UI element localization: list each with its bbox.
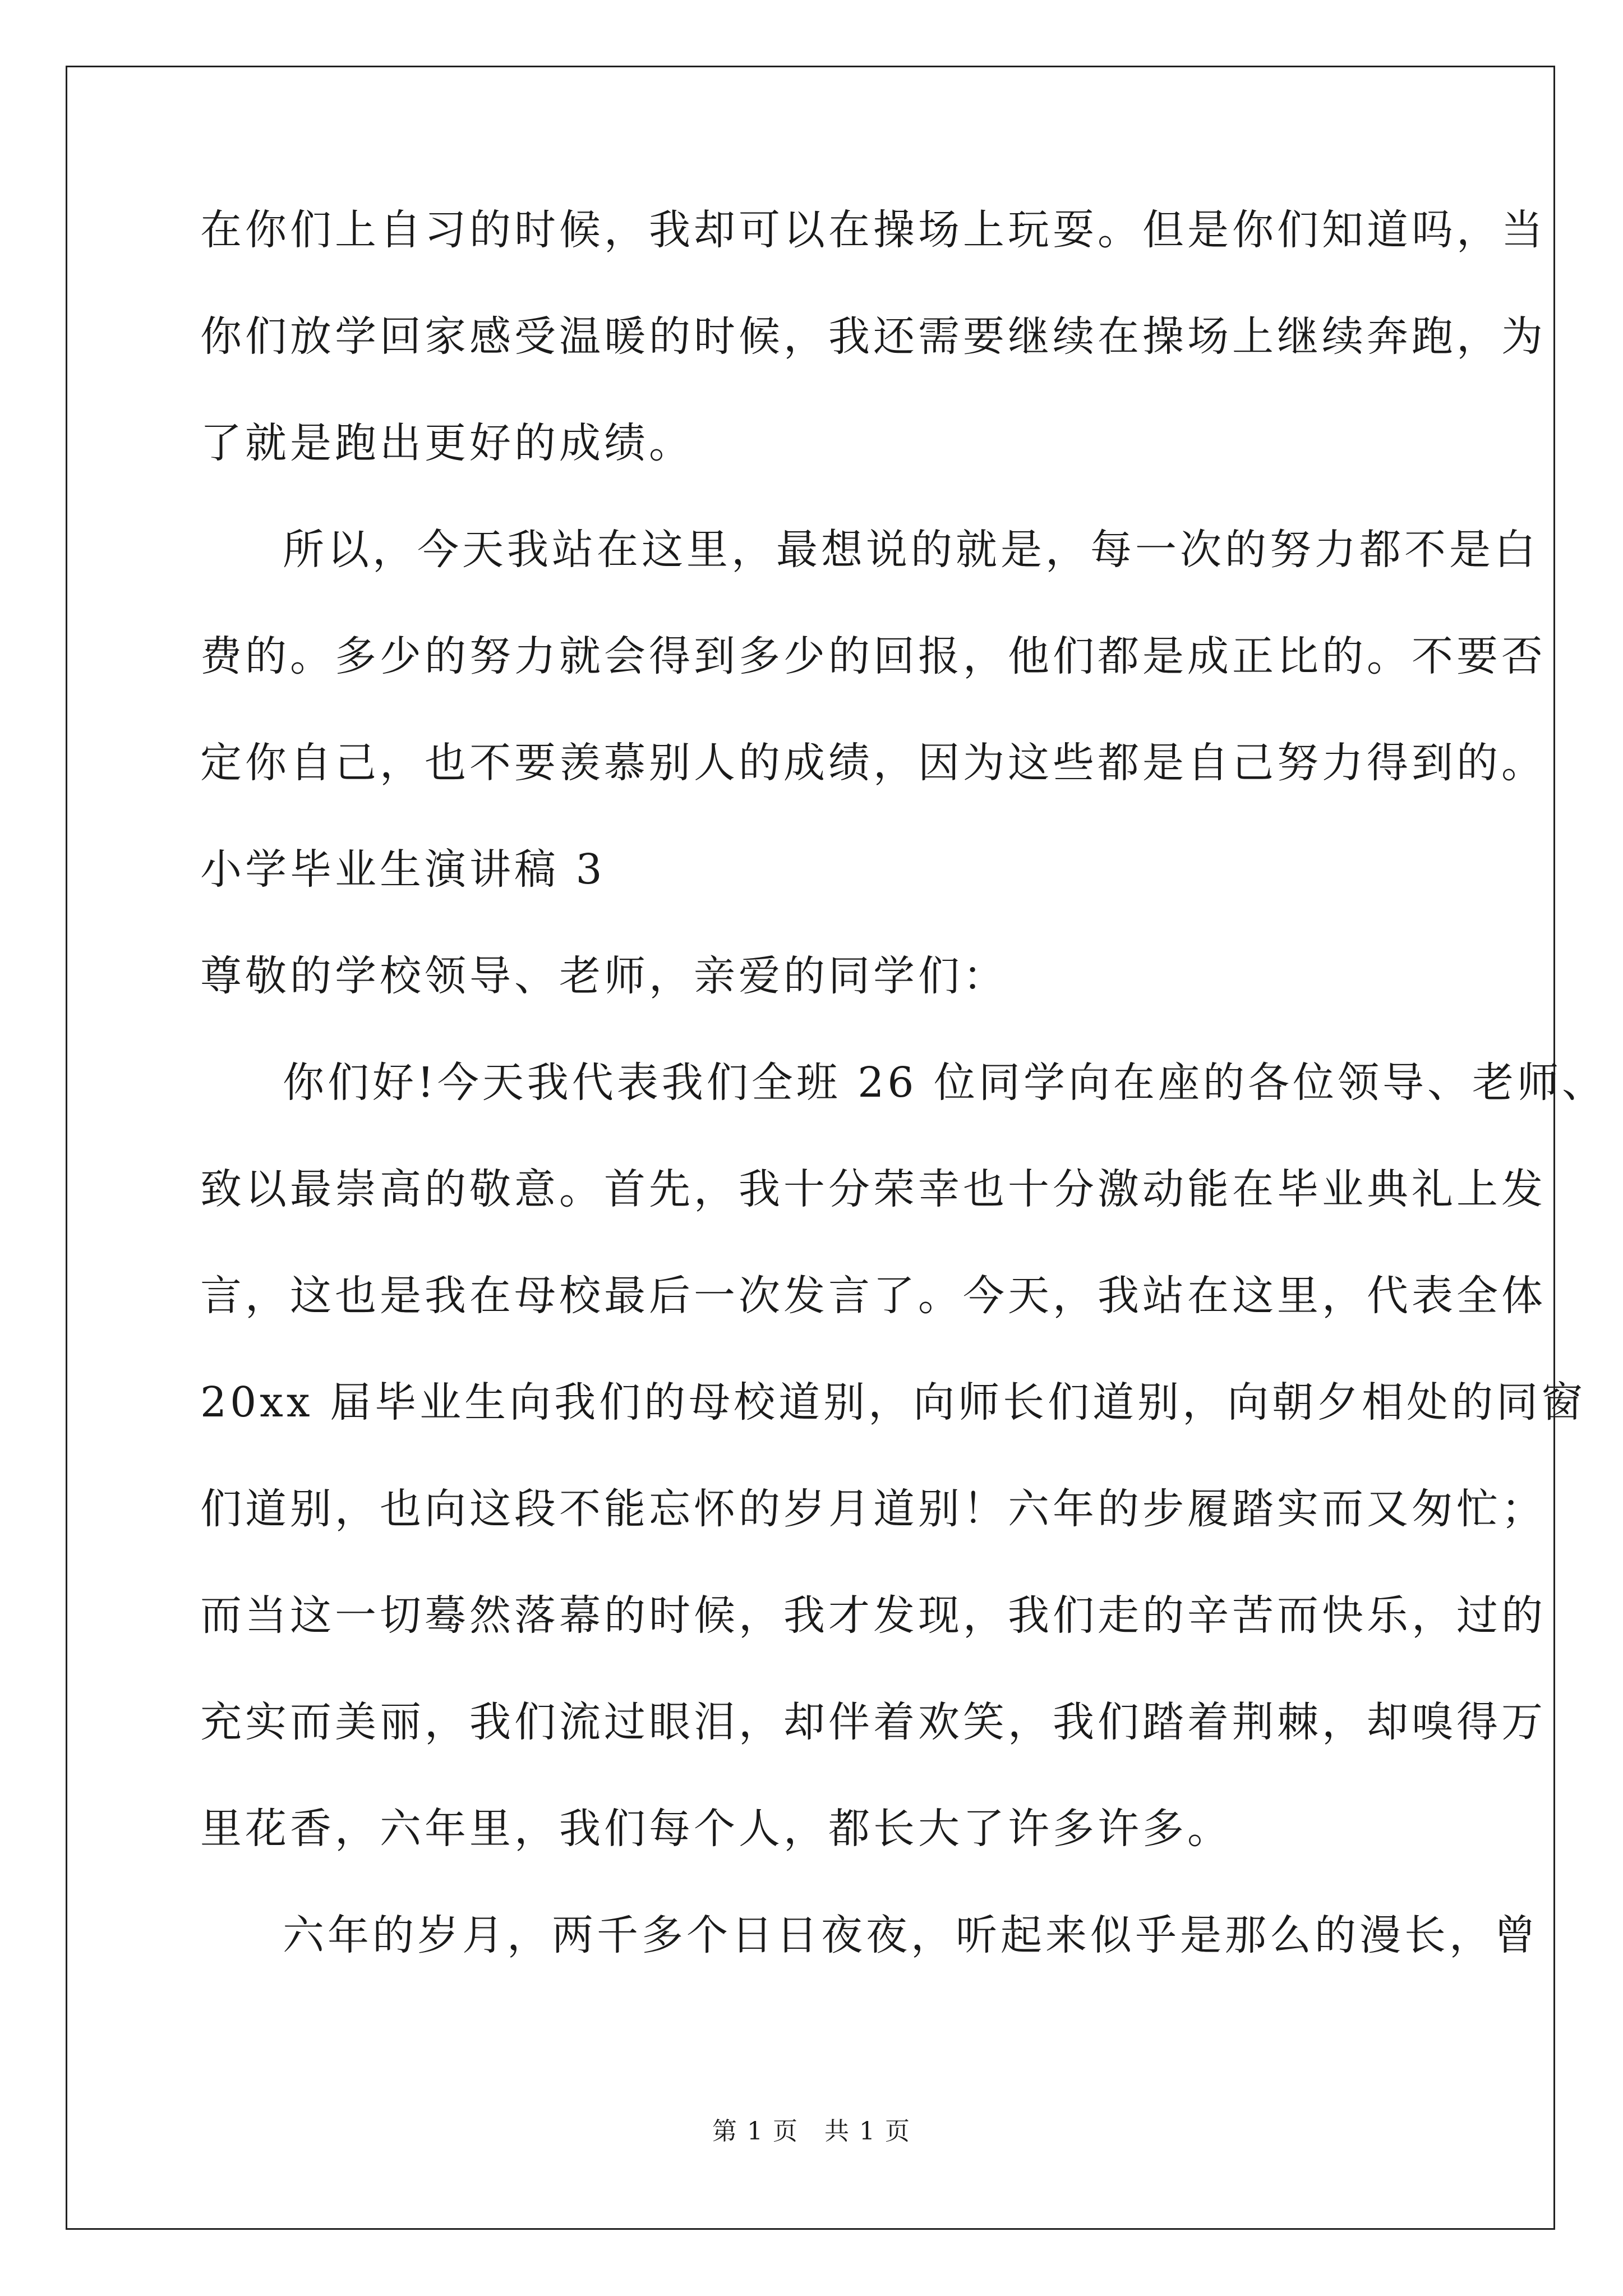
text-line: 在你们上自习的时候，我却可以在操场上玩耍。但是你们知道吗，当 <box>200 206 1546 254</box>
text-line: 定你自己，也不要羡慕别人的成绩，因为这些都是自己努力得到的。 <box>200 739 1546 787</box>
text-line: 20xx 届毕业生向我们的母校道别，向师长们道别，向朝夕相处的同窗 <box>200 1378 1587 1427</box>
text-line: 你们放学回家感受温暖的时候，我还需要继续在操场上继续奔跑，为 <box>200 312 1546 361</box>
text-line: 充实而美丽，我们流过眼泪，却伴着欢笑，我们踏着荆棘，却嗅得万 <box>200 1698 1546 1746</box>
paragraph-start-line: 所以，今天我站在这里，最想说的就是，每一次的努力都不是白 <box>283 526 1539 574</box>
paragraph-start-line: 六年的岁月，两千多个日日夜夜，听起来似乎是那么的漫长，曾 <box>283 1911 1539 1959</box>
paragraph-start-line: 你们好!今天我代表我们全班 26 位同学向在座的各位领导、老师、 <box>283 1059 1607 1107</box>
text-line: 了就是跑出更好的成绩。 <box>200 419 694 467</box>
salutation: 尊敬的学校领导、老师，亲爱的同学们： <box>200 952 1008 1000</box>
text-line: 里花香，六年里，我们每个人，都长大了许多许多。 <box>200 1805 1232 1853</box>
section-heading: 小学毕业生演讲稿 3 <box>200 845 606 894</box>
page-border <box>66 66 1555 2230</box>
text-line: 致以最崇高的敬意。首先，我十分荣幸也十分激动能在毕业典礼上发 <box>200 1165 1546 1213</box>
text-line: 言，这也是我在母校最后一次发言了。今天，我站在这里，代表全体 <box>200 1272 1546 1320</box>
text-line: 费的。多少的努力就会得到多少的回报，他们都是成正比的。不要否 <box>200 632 1546 680</box>
text-line: 而当这一切蓦然落幕的时候，我才发现，我们走的辛苦而快乐，过的 <box>200 1591 1546 1640</box>
text-line: 们道别，也向这段不能忘怀的岁月道别！六年的步履踏实而又匆忙； <box>200 1485 1546 1533</box>
page-footer: 第 1 页 共 1 页 <box>712 2117 911 2146</box>
